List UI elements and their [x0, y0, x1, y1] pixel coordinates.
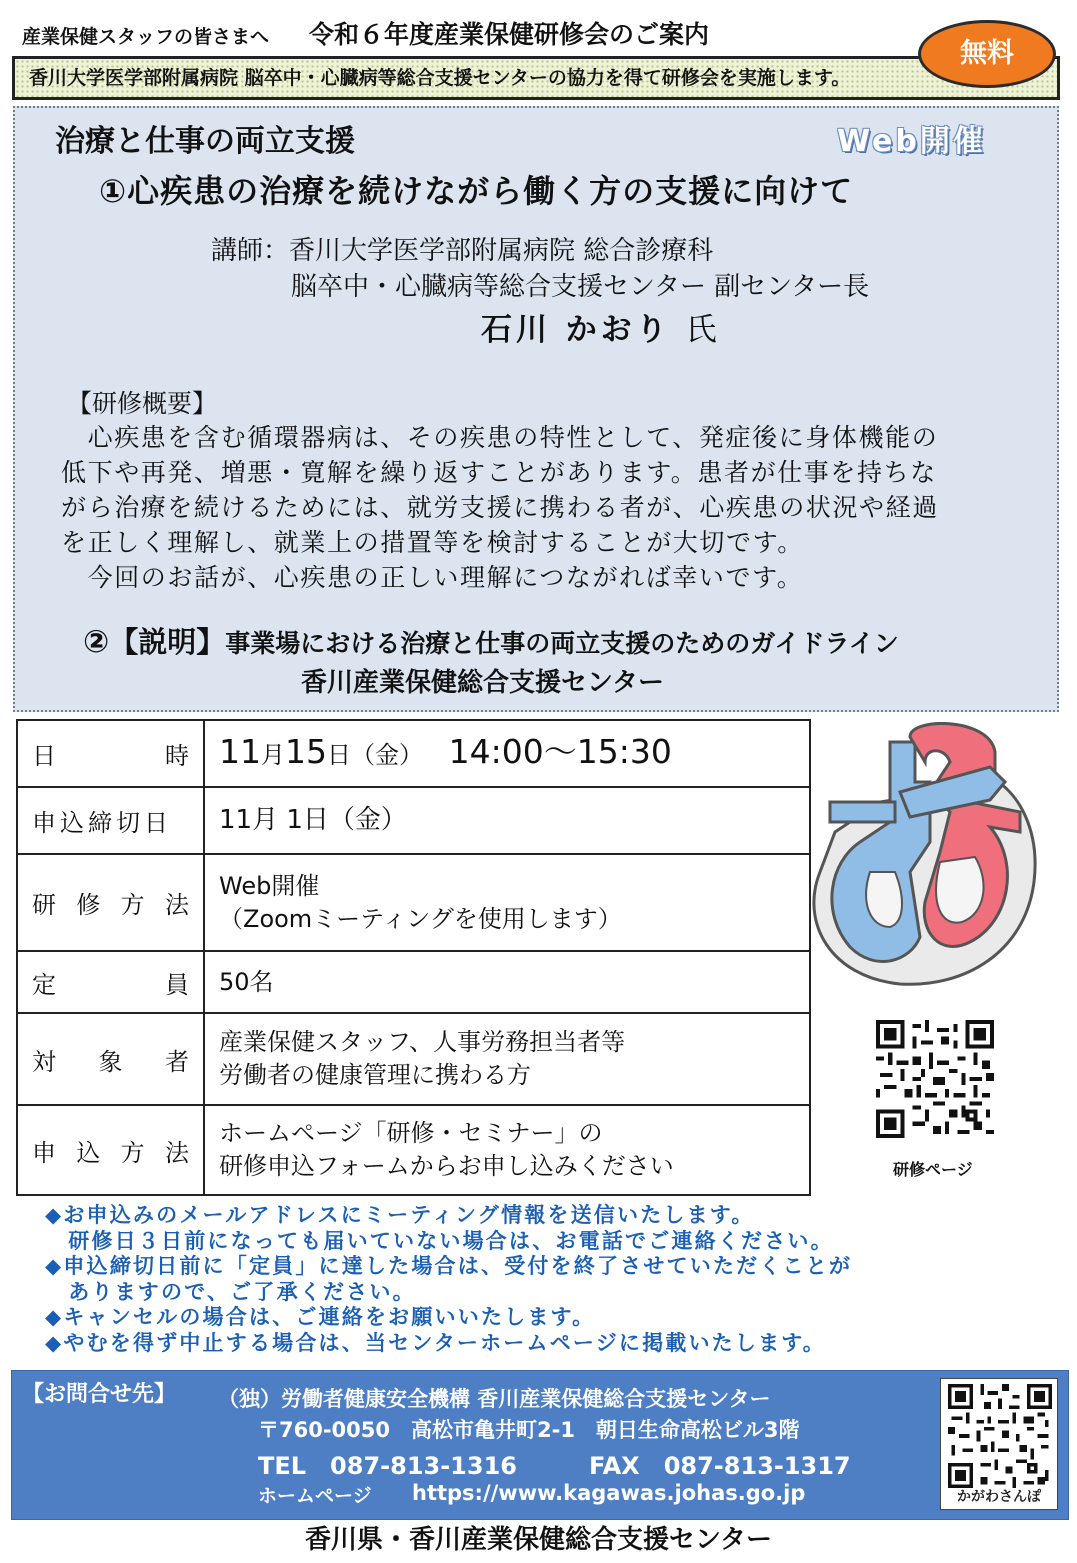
contact-tel-fax: TEL 087-813-1316 FAX 087-813-1317	[258, 1452, 851, 1480]
deadline-key: 申込締切日	[17, 787, 204, 854]
key-char: 法	[164, 1138, 189, 1167]
part1-title: ①心疾患の治療を続けながら働く方の支援に向けて	[99, 172, 854, 210]
contact-org: （独）労働者健康安全機構 香川産業保健総合支援センター	[218, 1387, 771, 1411]
seminar-theme: 治療と仕事の両立支援	[55, 124, 355, 159]
capacity-key	[17, 951, 204, 1013]
lecturer-name-line	[481, 304, 721, 349]
apply-key	[17, 1105, 204, 1195]
key-char: 研	[32, 891, 56, 919]
note-line: ありますので、ご了承ください。	[45, 1279, 416, 1304]
note-line: ◆申込締切日前に「定員」に達した場合は、受付を終了させていただくことが	[45, 1254, 853, 1278]
seminar-panel	[13, 106, 1059, 712]
qr-seminar-caption: 研修ページ	[893, 1160, 973, 1179]
part2-title	[83, 620, 899, 661]
contact-heading: 【お問合せ先】	[22, 1382, 177, 1407]
note-line: ◆キャンセルの場合は、ご連絡をお願いいたします。	[45, 1305, 596, 1329]
key-char: 時	[165, 742, 189, 770]
page-title: 令和６年度産業保健研修会のご案内	[309, 20, 710, 49]
qr-code-seminar[interactable]	[876, 1017, 994, 1141]
overview-line: 低下や再発、増悪・寛解を繰り返すことがあります。患者が仕事を持ちな	[61, 458, 937, 487]
target-key	[17, 1013, 204, 1105]
qr-code-homepage[interactable]	[940, 1378, 1058, 1510]
notes-list	[45, 1203, 852, 1356]
key-char: 修	[76, 891, 101, 919]
target-line-1: 産業保健スタッフ、人事労務担当者等	[219, 1028, 626, 1056]
key-char: 日	[32, 742, 56, 770]
table-row	[17, 951, 810, 1013]
heart-illustration	[790, 722, 1050, 992]
overview-line: 今回のお話が、心疾患の正しい理解につながれば幸いです。	[61, 563, 804, 592]
lecturer-line-2: 脳卒中・心臓病等総合支援センター 副センター長	[291, 272, 870, 302]
part2-number: ②	[83, 624, 110, 660]
key-char: 員	[165, 970, 189, 999]
lecturer-name: 石川 かおり	[481, 312, 671, 348]
overview-line: 心疾患を含む循環器病は、その疾患の特性として、発症後に身体機能の	[61, 423, 939, 452]
footer-organizer: 香川県・香川産業保健総合支援センター	[305, 1525, 772, 1555]
table-row	[17, 720, 810, 787]
note-line: ◆やむを得ず中止する場合は、当センターホームページに掲載いたします。	[45, 1330, 827, 1355]
key-char: 法	[164, 891, 189, 919]
audience-text: 産業保健スタッフの皆さまへ	[22, 26, 270, 48]
key-char: 申	[32, 1138, 56, 1167]
table-row	[17, 854, 810, 951]
table-row	[17, 787, 810, 854]
part2-label: 【説明】	[109, 625, 226, 659]
key-char: 象	[98, 1047, 123, 1076]
method-line-2: （Zoomミーティングを使用します）	[219, 904, 622, 933]
lecturer-suffix: 氏	[685, 312, 721, 348]
key-char: 込	[76, 1138, 101, 1167]
date-month-unit: 月	[261, 741, 285, 769]
part2-presenter: 香川産業保健総合支援センター	[301, 668, 664, 698]
method-key	[17, 854, 204, 951]
date-value	[204, 720, 810, 787]
qr-pattern	[948, 1384, 1052, 1488]
note-line: ◆お申込みのメールアドレスにミーティング情報を送信いたします。	[45, 1203, 755, 1227]
table-row	[17, 1105, 810, 1195]
key-char: 方	[120, 891, 145, 919]
note-line: 研修日３日前になっても届いていない場合は、お電話でご連絡ください。	[45, 1228, 834, 1253]
overview-line: を正しく理解し、就業上の措置等を検討することが大切です。	[61, 528, 804, 557]
key-char: 者	[165, 1047, 189, 1076]
date-month: 11	[219, 732, 261, 771]
contact-hp-url[interactable]: https://www.kagawas.johas.go.jp	[412, 1481, 806, 1505]
header-line	[22, 12, 922, 52]
free-badge: 無料	[918, 20, 1056, 88]
qr-homepage-caption: かがわさんぽ	[957, 1489, 1041, 1505]
method-value	[204, 854, 810, 951]
info-table	[16, 719, 811, 1196]
apply-line-1: ホームページ「研修・セミナー」の	[219, 1119, 603, 1147]
method-line-1: Web開催	[219, 871, 320, 900]
date-time: 14:00～15:30	[448, 732, 672, 771]
target-line-2: 労働者の健康管理に携わる方	[219, 1061, 531, 1089]
overview-line: がら治療を続けるためには、就労支援に携わる者が、心疾患の状況や経過	[61, 493, 939, 522]
date-day: 15	[285, 732, 327, 771]
contact-address: 〒760-0050 高松市亀井町2-1 朝日生命高松ビル3階	[258, 1418, 800, 1442]
date-day-unit: 日（金）	[327, 741, 423, 769]
lecturer-line-1: 講師：香川大学医学部附属病院 総合診療科	[211, 236, 714, 266]
cooperation-banner: 香川大学医学部附属病院 脳卒中・心臓病等総合支援センターの協力を得て研修会を実施します。	[12, 56, 1060, 100]
deadline-value: 11月 1日（金）	[204, 787, 810, 854]
key-char: 方	[120, 1138, 145, 1167]
table-row	[17, 1013, 810, 1105]
part2-text: 事業場における治療と仕事の両立支援のためのガイドライン	[225, 629, 899, 658]
overview-heading: 【研修概要】	[67, 389, 218, 418]
contact-panel	[11, 1370, 1069, 1520]
key-char: 定	[32, 970, 56, 999]
web-label: Web開催	[837, 124, 986, 159]
date-key	[17, 720, 204, 787]
capacity-value: 50名	[204, 951, 810, 1013]
contact-hp-label: ホームページ	[258, 1485, 372, 1507]
key-char: 対	[32, 1047, 56, 1076]
apply-value	[204, 1105, 810, 1195]
target-value	[204, 1013, 810, 1105]
apply-line-2: 研修申込フォームからお申し込みください	[219, 1152, 674, 1180]
